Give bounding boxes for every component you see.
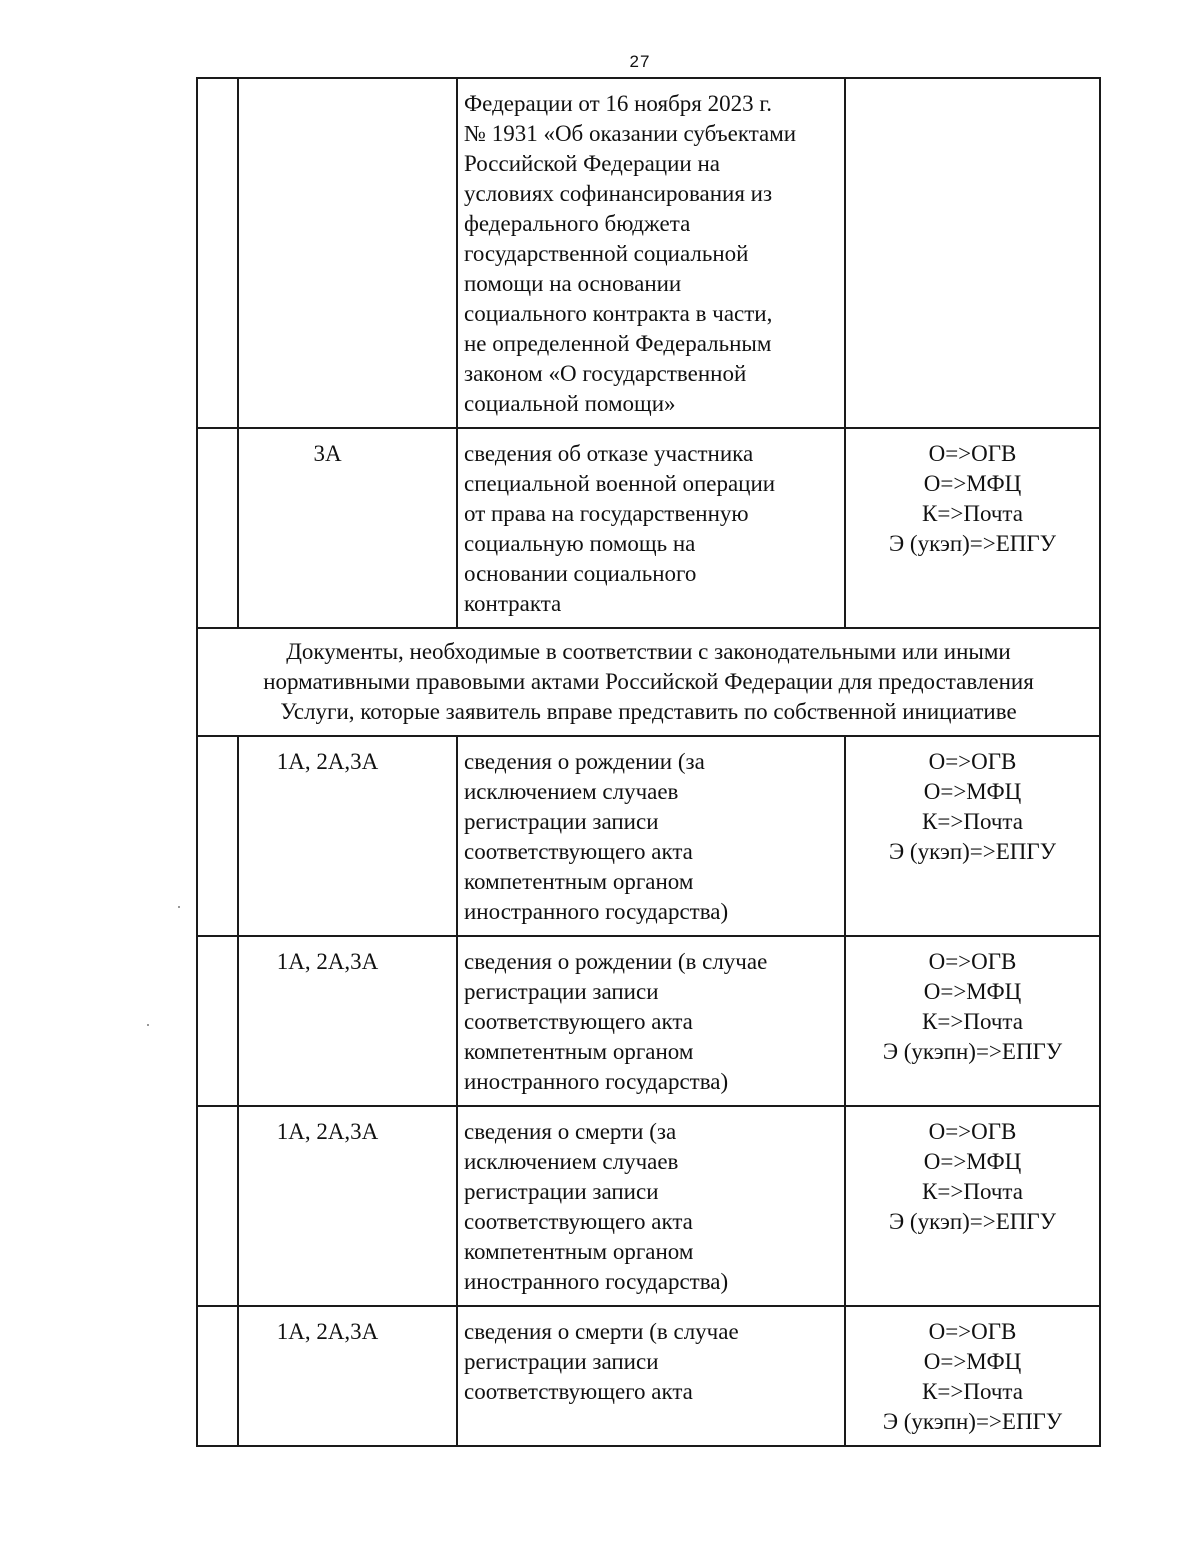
submission-route: О=>ОГВ: [928, 749, 1017, 774]
scan-speck: [147, 1024, 149, 1026]
table-body: [197, 78, 1100, 1446]
submission-route-cell: [845, 1306, 1100, 1446]
submission-route: Э (укэпн)=>ЕПГУ: [882, 1039, 1063, 1064]
description-text: сведения об отказе участника специальной военной операции от права на государственную социальную помощь на основании социального контракта: [464, 441, 776, 616]
documents-table: [196, 77, 1101, 1447]
index-cell: [197, 78, 238, 428]
submission-route: Э (укэп)=>ЕПГУ: [889, 531, 1056, 556]
index-cell: [197, 1106, 238, 1306]
index-cell: [197, 428, 238, 628]
submission-route: Э (укэп)=>ЕПГУ: [889, 839, 1056, 864]
index-cell: [197, 936, 238, 1106]
submission-route: Э (укэп)=>ЕПГУ: [889, 1209, 1056, 1234]
submission-route-cell: [845, 736, 1100, 936]
submission-route: О=>МФЦ: [923, 979, 1022, 1004]
submission-route: Э (укэпн)=>ЕПГУ: [882, 1409, 1063, 1434]
submission-route: О=>МФЦ: [923, 1149, 1022, 1174]
table-row: [197, 428, 1100, 628]
submission-route: К=>Почта: [922, 501, 1023, 526]
submission-route-cell: [845, 78, 1100, 428]
description-text: сведения о смерти (в случае регистрации записи соответствующего акта: [464, 1319, 739, 1404]
submission-route: О=>МФЦ: [923, 1349, 1022, 1374]
submission-route: О=>ОГВ: [928, 1319, 1017, 1344]
submission-route: К=>Почта: [922, 1009, 1023, 1034]
code-cell: 1А, 2А,3А: [238, 1106, 457, 1306]
submission-route: К=>Почта: [922, 1379, 1023, 1404]
description-cell: [457, 1106, 845, 1306]
section-header-row: [197, 628, 1100, 736]
submission-route: О=>ОГВ: [928, 441, 1017, 466]
section-heading-text: Документы, необходимые в соответствии с законодательными или иными нормативными правовыми актами Российской Федерации для предоставления Услуги, которые заявитель вправе представить по собственной инициативе: [263, 639, 1034, 724]
table-row: [197, 1106, 1100, 1306]
page-number: 27: [629, 52, 651, 71]
code-cell: [238, 78, 457, 428]
description-text: сведения о рождении (за исключением случаев регистрации записи соответствующего акта компетентным органом иностранного государства): [464, 749, 729, 924]
submission-route: О=>ОГВ: [928, 949, 1017, 974]
submission-route-cell: [845, 1106, 1100, 1306]
index-cell: [197, 1306, 238, 1446]
code-cell: 1А, 2А,3А: [238, 736, 457, 936]
description-text: Федерации от 16 ноября 2023 г. № 1931 «Об оказании субъектами Российской Федерации на условиях софинансирования из федерального бюджета государственной социальной помощи на основании социального контракта в части, не определенной Федеральным законом «О государственной социальной помощи»: [464, 91, 797, 416]
index-cell: [197, 736, 238, 936]
description-cell: [457, 78, 845, 428]
table-row: [197, 736, 1100, 936]
description-text: сведения о рождении (в случае регистрации записи соответствующего акта компетентным органом иностранного государства): [464, 949, 768, 1094]
table-row: [197, 936, 1100, 1106]
submission-route-cell: [845, 936, 1100, 1106]
description-cell: [457, 428, 845, 628]
submission-route: О=>МФЦ: [923, 779, 1022, 804]
scan-speck: [178, 906, 180, 908]
description-cell: [457, 1306, 845, 1446]
code-cell: 1А, 2А,3А: [238, 936, 457, 1106]
submission-route: К=>Почта: [922, 1179, 1023, 1204]
description-text: сведения о смерти (за исключением случаев регистрации записи соответствующего акта компетентным органом иностранного государства): [464, 1119, 729, 1294]
code-cell: 1А, 2А,3А: [238, 1306, 457, 1446]
description-cell: [457, 736, 845, 936]
table-row: [197, 1306, 1100, 1446]
table-row: [197, 78, 1100, 428]
submission-route: О=>МФЦ: [923, 471, 1022, 496]
code-cell: 3А: [238, 428, 457, 628]
submission-route: О=>ОГВ: [928, 1119, 1017, 1144]
description-cell: [457, 936, 845, 1106]
submission-route: К=>Почта: [922, 809, 1023, 834]
submission-route-cell: [845, 428, 1100, 628]
section-heading-cell: [197, 628, 1100, 736]
